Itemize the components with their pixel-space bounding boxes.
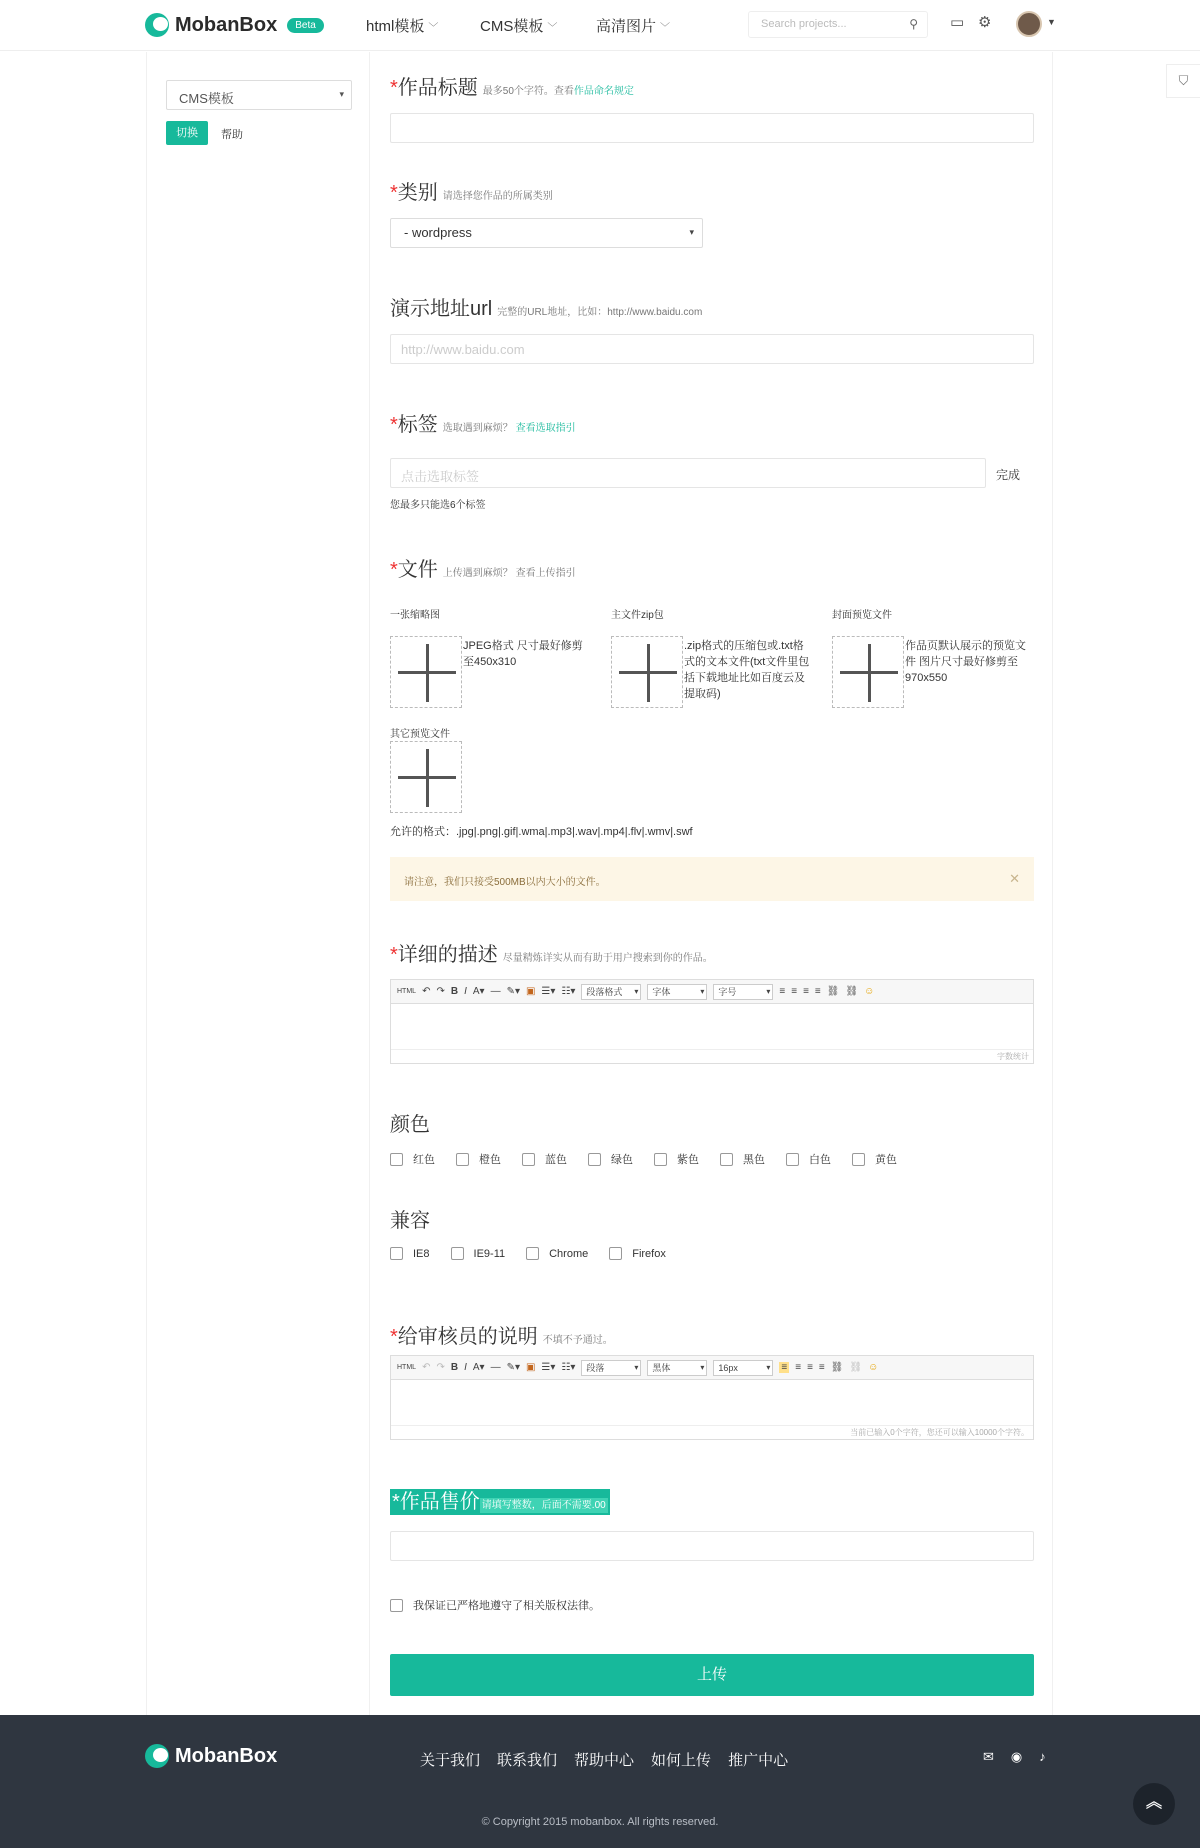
- editor-char-count: 当前已输入0个字符，您还可以输入10000个字符。: [391, 1425, 1033, 1439]
- nav-cms-templates[interactable]: [480, 15, 557, 36]
- editor-toolbar: [391, 980, 1033, 1004]
- title-input[interactable]: [390, 113, 1034, 143]
- compat-label: 兼容: [390, 1210, 430, 1232]
- demo-url-placeholder: http://www.baidu.com: [401, 342, 525, 357]
- compat-option[interactable]: [526, 1247, 588, 1260]
- cover-upload[interactable]: [832, 636, 904, 708]
- review-note-label: *给审核员的说明 不填不予通过。: [390, 1326, 613, 1348]
- close-icon[interactable]: ✕: [1009, 871, 1020, 886]
- unlink-icon[interactable]: ⛓: [845, 986, 859, 997]
- link-icon[interactable]: ⛓: [830, 1362, 844, 1373]
- ordered-list-icon[interactable]: ☰▾: [541, 1362, 556, 1373]
- italic-icon[interactable]: I: [464, 1362, 467, 1373]
- checkbox-label: 红色: [413, 1154, 435, 1166]
- unordered-list-icon[interactable]: ☷▾: [561, 986, 576, 997]
- search-icon[interactable]: ⚲: [909, 17, 918, 31]
- allowed-formats: 允许的格式：.jpg|.png|.gif|.wma|.mp3|.wav|.mp4|.flv|.wmv|.swf: [390, 826, 693, 838]
- footer-brand-name: MobanBox: [175, 1744, 278, 1767]
- color-checkboxes: [390, 1151, 918, 1167]
- image-icon[interactable]: ▣: [525, 986, 536, 997]
- zip-upload[interactable]: [611, 636, 683, 708]
- image-icon[interactable]: ▣: [525, 1362, 536, 1373]
- bell-icon[interactable]: ♪: [1039, 1749, 1046, 1764]
- upload-submit-button[interactable]: 上传: [390, 1654, 1034, 1696]
- footer-logo[interactable]: [145, 1744, 277, 1768]
- cover-title: 封面预览文件: [832, 610, 892, 621]
- color-label: 颜色: [390, 1114, 430, 1136]
- html-source-icon[interactable]: HTML: [397, 1364, 417, 1371]
- tags-note: 您最多只能选6个标签: [390, 500, 486, 511]
- other-preview-title: 其它预览文件: [390, 729, 450, 740]
- undo-icon[interactable]: ↶: [422, 986, 431, 997]
- ordered-list-icon[interactable]: ☰▾: [541, 986, 556, 997]
- footer: [0, 1715, 1200, 1848]
- checkbox-label: 紫色: [677, 1154, 699, 1166]
- color-option[interactable]: [720, 1151, 765, 1167]
- demo-url-input[interactable]: [390, 334, 1034, 364]
- checkbox[interactable]: [456, 1153, 469, 1166]
- checkbox[interactable]: [390, 1153, 403, 1166]
- checkbox[interactable]: [588, 1153, 601, 1166]
- paragraph-format-select[interactable]: 段落格式 ▾: [581, 984, 641, 1000]
- demo-url-label: 演示地址url 完整的URL地址，比如：http://www.baidu.com: [390, 298, 703, 320]
- checkbox[interactable]: [526, 1247, 539, 1260]
- checkbox-label: 黑色: [743, 1154, 765, 1166]
- weibo-icon[interactable]: ◉: [1010, 1749, 1023, 1764]
- checkbox[interactable]: [390, 1247, 403, 1260]
- naming-rules-link[interactable]: 作品命名规定: [573, 86, 634, 97]
- beta-badge: Beta: [287, 18, 324, 33]
- social-icons: [983, 1749, 1046, 1765]
- font-size-select[interactable]: 16px ▾: [713, 1360, 773, 1376]
- font-color-icon[interactable]: A▾: [472, 1362, 485, 1373]
- price-input[interactable]: [390, 1531, 1034, 1561]
- emoji-icon[interactable]: ☺: [864, 986, 875, 997]
- unordered-list-icon[interactable]: ☷▾: [561, 1362, 576, 1373]
- checkbox-label: IE9-11: [473, 1247, 506, 1260]
- help-link[interactable]: 帮助: [221, 129, 243, 141]
- align-justify-icon[interactable]: ≡: [814, 986, 821, 997]
- font-family-select[interactable]: 字体 ▾: [647, 984, 707, 1000]
- footer-link-help[interactable]: 帮助中心: [574, 1752, 635, 1769]
- footer-link-promotion[interactable]: 推广中心: [728, 1752, 789, 1769]
- footer-link-about[interactable]: 关于我们: [420, 1752, 481, 1769]
- files-label: *文件 上传遇到麻烦？ 查看上传指引: [390, 559, 576, 581]
- paragraph-format-select[interactable]: 段落 ▾: [581, 1360, 641, 1376]
- nav-label: html模板: [366, 18, 425, 35]
- editor-word-count: 字数统计: [391, 1049, 1033, 1063]
- search-placeholder: Search projects...: [761, 18, 847, 30]
- sidebar: [146, 52, 370, 1715]
- template-type-select[interactable]: [166, 80, 352, 110]
- hr-icon[interactable]: —: [490, 986, 501, 997]
- tags-label: *标签 选取遇到麻烦？ 查看选取指引: [390, 414, 576, 436]
- checkbox-label: Firefox: [632, 1247, 666, 1260]
- folder-icon[interactable]: ▭: [950, 14, 965, 31]
- editor-toolbar: [391, 1356, 1033, 1380]
- font-family-select[interactable]: 黑体 ▾: [647, 1360, 707, 1376]
- html-source-icon[interactable]: HTML: [397, 988, 417, 995]
- brand-name: MobanBox: [175, 13, 278, 36]
- emoji-icon[interactable]: ☺: [868, 1362, 879, 1373]
- checkbox-label: 橙色: [479, 1154, 501, 1166]
- nav-label: 高清图片: [596, 18, 657, 35]
- logo-icon: [145, 13, 169, 37]
- nav-html-templates[interactable]: [366, 15, 438, 36]
- checkbox[interactable]: [786, 1153, 799, 1166]
- compat-option[interactable]: [451, 1247, 506, 1260]
- color-option[interactable]: [390, 1151, 435, 1167]
- bold-icon[interactable]: B: [450, 986, 459, 997]
- copyright-agreement[interactable]: [390, 1597, 600, 1613]
- description-editor[interactable]: [390, 979, 1034, 1064]
- category-label: *类别 请选择您作品的所属类别: [390, 182, 553, 204]
- price-label: *作品售价 请填写整数，后面不需要.00: [390, 1489, 610, 1515]
- logo-icon: [145, 1744, 169, 1768]
- checkbox-label: 绿色: [611, 1154, 633, 1166]
- color-option[interactable]: [456, 1151, 501, 1167]
- chevron-down-icon: ▾: [689, 227, 694, 237]
- footer-link-how-to-upload[interactable]: 如何上传: [651, 1752, 712, 1769]
- color-option[interactable]: [522, 1151, 567, 1167]
- description-label: *详细的描述 尽量精炼详实从而有助于用户搜索到你的作品。: [390, 944, 713, 966]
- category-select[interactable]: [390, 218, 703, 248]
- chevron-down-icon: ﹀: [428, 23, 439, 34]
- chevron-down-icon: ▾: [339, 89, 344, 99]
- back-to-top-icon[interactable]: ︽: [1133, 1783, 1175, 1825]
- agreement-text: 我保证已严格地遵守了相关版权法律。: [413, 1600, 600, 1612]
- align-left-icon[interactable]: ≡: [781, 1362, 788, 1373]
- highlight-icon[interactable]: ✎▾: [506, 986, 520, 997]
- checkbox[interactable]: [654, 1153, 667, 1166]
- font-color-icon[interactable]: A▾: [472, 986, 485, 997]
- wechat-icon[interactable]: ✉: [983, 1749, 994, 1764]
- review-note-editor[interactable]: [390, 1355, 1034, 1440]
- shirt-icon[interactable]: ⛉: [1166, 64, 1200, 98]
- switch-button[interactable]: 切换: [166, 121, 208, 145]
- redo-icon[interactable]: ↷: [436, 1362, 445, 1373]
- checkbox-label: IE8: [413, 1247, 430, 1260]
- align-left-icon[interactable]: ≡: [779, 986, 786, 997]
- checkbox[interactable]: [390, 1599, 403, 1612]
- checkbox-label: 黄色: [875, 1154, 897, 1166]
- checkbox[interactable]: [852, 1153, 865, 1166]
- copyright: © Copyright 2015 mobanbox. All rights reserved.: [481, 1816, 719, 1828]
- compat-option[interactable]: [609, 1247, 666, 1260]
- zip-title: 主文件zip包: [611, 610, 664, 621]
- italic-icon[interactable]: I: [464, 986, 467, 997]
- avatar[interactable]: [1016, 11, 1042, 37]
- bold-icon[interactable]: B: [450, 1362, 459, 1373]
- undo-icon[interactable]: ↶: [422, 1362, 431, 1373]
- title-label: *作品标题 最多50个字符。查看作品命名规定: [390, 77, 634, 99]
- checkbox[interactable]: [522, 1153, 535, 1166]
- chevron-down-icon: ﹀: [660, 23, 671, 34]
- thumbnail-desc: JPEG格式 尺寸最好修剪至450x310: [463, 640, 583, 668]
- link-icon[interactable]: ⛓: [826, 986, 840, 997]
- compat-option[interactable]: [390, 1247, 430, 1260]
- thumbnail-upload[interactable]: [390, 636, 462, 708]
- nav-label: CMS模板: [480, 18, 544, 35]
- align-center-icon[interactable]: ≡: [791, 986, 798, 997]
- editor-body[interactable]: [391, 1380, 1033, 1425]
- search-input[interactable]: [748, 11, 928, 38]
- alert-text: 请注意，我们只接受500MB以内大小的文件。: [404, 877, 606, 888]
- checkbox-label: 白色: [809, 1154, 831, 1166]
- tags-done-button[interactable]: 完成: [996, 468, 1021, 482]
- footer-links: [420, 1749, 788, 1770]
- editor-body[interactable]: [391, 1004, 1033, 1049]
- align-center-icon[interactable]: ≡: [795, 1362, 802, 1373]
- unlink-icon[interactable]: ⛓: [849, 1362, 863, 1373]
- align-justify-icon[interactable]: ≡: [818, 1362, 825, 1373]
- chevron-down-icon: ﹀: [547, 23, 558, 34]
- checkbox-label: Chrome: [549, 1247, 589, 1260]
- tags-placeholder: 点击选取标签: [401, 469, 480, 484]
- checkbox-label: 蓝色: [545, 1154, 567, 1166]
- align-right-icon[interactable]: ≡: [803, 986, 809, 997]
- compat-checkboxes: [390, 1247, 687, 1260]
- color-option[interactable]: [852, 1151, 897, 1167]
- checkbox[interactable]: [451, 1247, 464, 1260]
- thumbnail-title: 一张缩略图: [390, 610, 440, 621]
- color-option[interactable]: [786, 1151, 831, 1167]
- gear-icon[interactable]: ⚙: [978, 14, 992, 31]
- nav-hd-images[interactable]: [596, 15, 670, 36]
- font-size-select[interactable]: 字号 ▾: [713, 984, 773, 1000]
- highlight-icon[interactable]: ✎▾: [506, 1362, 520, 1373]
- category-value: - wordpress: [404, 225, 472, 240]
- tags-guide-link[interactable]: 查看选取指引: [515, 423, 576, 434]
- redo-icon[interactable]: ↷: [436, 986, 445, 997]
- file-size-alert: [390, 857, 1034, 901]
- other-preview-upload[interactable]: [390, 741, 462, 813]
- caret-down-icon[interactable]: ▼: [1047, 17, 1056, 27]
- zip-desc: .zip格式的压缩包或.txt格式的文本文件(txt文件里包括下载地址比如百度云及提取码): [684, 640, 810, 700]
- top-navbar: [0, 0, 1200, 51]
- tags-input[interactable]: [390, 458, 986, 488]
- color-option[interactable]: [588, 1151, 633, 1167]
- brand-logo[interactable]: [145, 13, 324, 37]
- checkbox[interactable]: [720, 1153, 733, 1166]
- align-right-icon[interactable]: ≡: [807, 1362, 813, 1373]
- hr-icon[interactable]: —: [490, 1362, 501, 1373]
- footer-link-contact[interactable]: 联系我们: [497, 1752, 558, 1769]
- color-option[interactable]: [654, 1151, 699, 1167]
- checkbox[interactable]: [609, 1247, 622, 1260]
- cover-desc: 作品页默认展示的预览文件 图片尺寸最好修剪至970x550: [905, 640, 1026, 684]
- select-value: CMS模板: [179, 91, 234, 106]
